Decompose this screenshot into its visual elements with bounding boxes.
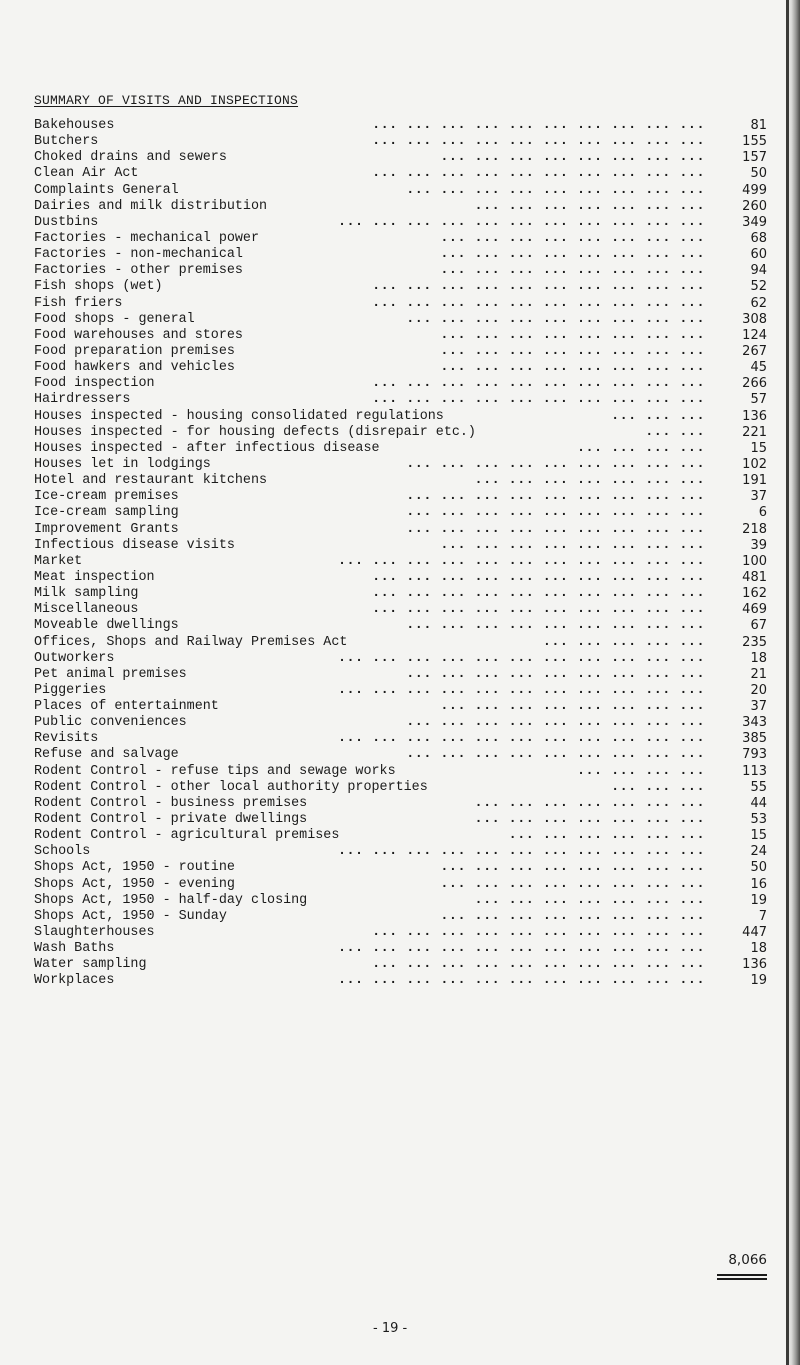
- row-value: 7: [758, 908, 767, 924]
- leader-dots: ... ... ... ... ... ... ... ... ...: [406, 489, 705, 505]
- row-label: Hotel and restaurant kitchens: [34, 473, 268, 489]
- table-row: [34, 457, 767, 473]
- table-row: [34, 941, 767, 957]
- row-value: 39: [750, 537, 767, 553]
- table-row: [34, 441, 767, 457]
- row-label: Rodent Control - refuse tips and sewage works: [34, 763, 396, 779]
- row-label: Schools: [34, 844, 91, 860]
- table-row: [34, 780, 767, 796]
- row-value: 94: [750, 263, 767, 279]
- row-label: Market: [34, 553, 83, 569]
- row-value: 162: [742, 586, 767, 602]
- row-label: Infectious disease visits: [34, 537, 235, 553]
- page-title: SUMMARY OF VISITS AND INSPECTIONS: [34, 93, 299, 108]
- table-row: [34, 893, 767, 909]
- row-value: 260: [742, 198, 767, 214]
- leader-dots: ... ... ... ... ... ... ... ... ... ...: [372, 602, 705, 618]
- leader-dots: ... ... ... ... ... ... ... ...: [440, 327, 705, 343]
- leader-dots: ... ... ... ... ... ... ... ... ... ...: [372, 118, 705, 133]
- table-row: [34, 376, 767, 392]
- leader-dots: ... ... ... ... ... ... ... ... ... ... ...: [337, 844, 705, 860]
- table-row: [34, 586, 767, 602]
- table-row: [34, 683, 767, 699]
- leader-dots: ... ... ... ... ... ... ... ... ...: [406, 182, 705, 198]
- table-row: [34, 925, 767, 941]
- row-value: 191: [742, 473, 767, 489]
- leader-dots: ... ... ... ... ... ... ... ... ... ... ...: [337, 941, 705, 957]
- table-row: [34, 973, 767, 989]
- table-row: [34, 796, 767, 812]
- leader-dots: ... ... ... ... ... ... ... ...: [440, 360, 705, 376]
- row-value: 18: [750, 941, 767, 957]
- leader-dots: ... ... ... ... ... ... ... ... ... ...: [372, 279, 705, 295]
- row-value: 124: [742, 327, 767, 343]
- table-row: [34, 667, 767, 683]
- leader-dots: ... ... ... ... ... ... ... ...: [440, 247, 705, 263]
- row-value: 37: [750, 489, 767, 505]
- row-label: Food inspection: [34, 376, 155, 392]
- row-label: Houses inspected - for housing defects (disrepair etc.): [34, 424, 476, 440]
- row-label: Food preparation premises: [34, 343, 235, 359]
- row-value: 53: [750, 812, 767, 828]
- row-label: Complaints General: [34, 182, 179, 198]
- table-row: [34, 409, 767, 425]
- leader-dots: ... ... ...: [611, 779, 705, 795]
- leader-dots: ... ... ... ... ... ... ... ...: [440, 876, 705, 892]
- total-double-underline-bottom: [717, 1278, 767, 1280]
- row-label: Food hawkers and vehicles: [34, 360, 235, 376]
- table-row: [34, 602, 767, 618]
- table-row: [34, 844, 767, 860]
- row-value: 218: [742, 521, 767, 537]
- table-row: [34, 183, 767, 199]
- row-label: Meat inspection: [34, 569, 155, 585]
- row-value: 113: [742, 763, 767, 779]
- table-row: [34, 522, 767, 538]
- row-label: Moveable dwellings: [34, 618, 179, 634]
- leader-dots: ... ... ... ... ... ... ... ... ...: [406, 618, 705, 634]
- table-row: [34, 134, 767, 150]
- leader-dots: ... ... ... ... ... ... ... ...: [440, 699, 705, 715]
- leader-dots: ... ... ... ... ... ... ... ...: [440, 537, 705, 553]
- leader-dots: ... ... ... ... ... ... ... ... ...: [406, 666, 705, 682]
- leader-dots: ... ... ... ... ... ... ... ... ... ...: [372, 166, 705, 182]
- row-label: Butchers: [34, 134, 99, 150]
- row-label: Wash Baths: [34, 941, 115, 957]
- row-label: Choked drains and sewers: [34, 150, 227, 166]
- row-label: Factories - other premises: [34, 263, 243, 279]
- row-label: Shops Act, 1950 - Sunday: [34, 908, 227, 924]
- table-row: [34, 909, 767, 925]
- table-row: [34, 166, 767, 182]
- row-value: 308: [742, 311, 767, 327]
- leader-dots: ... ... ... ... ... ... ... ... ... ... ...: [337, 553, 705, 569]
- row-value: 100: [742, 553, 767, 569]
- row-label: Food warehouses and stores: [34, 327, 243, 343]
- row-value: 24: [750, 844, 767, 860]
- table-row: [34, 764, 767, 780]
- leader-dots: ... ... ... ... ... ... ... ... ...: [406, 715, 705, 731]
- table-row: [34, 118, 767, 134]
- leader-dots: ... ... ... ... ... ... ...: [474, 812, 705, 828]
- row-label: Rodent Control - agricultural premises: [34, 828, 340, 844]
- table-row: [34, 731, 767, 747]
- row-label: Fish shops (wet): [34, 279, 163, 295]
- row-label: Dairies and milk distribution: [34, 198, 268, 214]
- row-label: Ice-cream premises: [34, 489, 179, 505]
- row-value: 19: [750, 892, 767, 908]
- leader-dots: ... ... ... ... ... ... ... ... ... ... ...: [337, 731, 705, 747]
- table-row: [34, 263, 767, 279]
- row-label: Food shops - general: [34, 311, 195, 327]
- row-label: Offices, Shops and Railway Premises Act: [34, 634, 348, 650]
- row-label: Outworkers: [34, 650, 115, 666]
- table-row: [34, 473, 767, 489]
- leader-dots: ... ... ... ... ... ... ... ... ... ...: [372, 295, 705, 311]
- row-value: 55: [750, 779, 767, 795]
- table-row: [34, 247, 767, 263]
- leader-dots: ... ... ... ... ... ... ... ... ... ...: [372, 134, 705, 150]
- row-label: Clean Air Act: [34, 166, 139, 182]
- leader-dots: ... ... ... ... ... ... ... ... ...: [406, 505, 705, 521]
- leader-dots: ... ... ...: [611, 408, 705, 424]
- row-label: Places of entertainment: [34, 699, 219, 715]
- row-value: 45: [750, 360, 767, 376]
- row-value: 37: [750, 699, 767, 715]
- inspection-table: [34, 118, 767, 990]
- leader-dots: ... ... ... ... ... ... ... ... ...: [406, 311, 705, 327]
- row-value: 267: [742, 343, 767, 359]
- row-label: Fish friers: [34, 295, 123, 311]
- table-row: [34, 538, 767, 554]
- row-label: Water sampling: [34, 957, 147, 973]
- row-label: Houses let in lodgings: [34, 456, 211, 472]
- leader-dots: ... ... ... ... ... ... ...: [474, 198, 705, 214]
- row-value: 155: [742, 134, 767, 150]
- table-row: [34, 312, 767, 328]
- row-value: 62: [750, 295, 767, 311]
- row-value: 266: [742, 376, 767, 392]
- row-value: 21: [750, 666, 767, 682]
- row-label: Bakehouses: [34, 118, 115, 133]
- row-value: 221: [742, 424, 767, 440]
- row-value: 52: [750, 279, 767, 295]
- row-value: 57: [750, 392, 767, 408]
- row-value: 50: [750, 860, 767, 876]
- total-double-underline-top: [717, 1274, 767, 1276]
- table-row: [34, 618, 767, 634]
- row-label: Public conveniences: [34, 715, 187, 731]
- table-row: [34, 150, 767, 166]
- leader-dots: ... ... ... ... ... ... ... ... ... ...: [372, 569, 705, 585]
- row-label: Rodent Control - business premises: [34, 795, 308, 811]
- row-label: Milk sampling: [34, 586, 139, 602]
- row-label: Houses inspected - after infectious disease: [34, 440, 380, 456]
- row-value: 499: [742, 182, 767, 198]
- row-value: 44: [750, 795, 767, 811]
- row-label: Shops Act, 1950 - evening: [34, 876, 235, 892]
- table-row: [34, 812, 767, 828]
- table-row: [34, 957, 767, 973]
- table-row: [34, 425, 767, 441]
- row-label: Piggeries: [34, 682, 107, 698]
- row-value: 19: [750, 973, 767, 989]
- table-row: [34, 747, 767, 763]
- leader-dots: ... ... ... ... ... ... ... ... ... ... ...: [337, 214, 705, 230]
- leader-dots: ... ... ... ... ... ... ...: [474, 473, 705, 489]
- table-row: [34, 199, 767, 215]
- row-value: 349: [742, 214, 767, 230]
- table-row: [34, 505, 767, 521]
- row-value: 18: [750, 650, 767, 666]
- page-edge-line: [786, 0, 789, 1365]
- table-row: [34, 635, 767, 651]
- row-value: 67: [750, 618, 767, 634]
- leader-dots: ... ... ... ... ... ... ... ... ...: [406, 521, 705, 537]
- leader-dots: ... ... ... ... ... ... ... ... ... ... ...: [337, 650, 705, 666]
- row-label: Houses inspected - housing consolidated regulations: [34, 408, 444, 424]
- row-value: 136: [742, 408, 767, 424]
- row-value: 343: [742, 715, 767, 731]
- row-value: 15: [750, 440, 767, 456]
- row-label: Pet animal premises: [34, 666, 187, 682]
- table-row: [34, 570, 767, 586]
- leader-dots: ... ... ... ... ...: [542, 634, 705, 650]
- leader-dots: ... ... ... ... ... ... ... ...: [440, 150, 705, 166]
- leader-dots: ... ... ... ... ... ... ... ... ... ...: [372, 376, 705, 392]
- row-label: Hairdressers: [34, 392, 131, 408]
- table-row: [34, 554, 767, 570]
- leader-dots: ... ... ... ... ... ... ... ... ... ...: [372, 925, 705, 941]
- row-label: Shops Act, 1950 - routine: [34, 860, 235, 876]
- leader-dots: ... ... ... ... ... ... ... ... ... ... ...: [337, 973, 705, 989]
- table-row: [34, 489, 767, 505]
- row-value: 15: [750, 828, 767, 844]
- row-value: 385: [742, 731, 767, 747]
- row-label: Rodent Control - other local authority properties: [34, 779, 428, 795]
- row-label: Factories - mechanical power: [34, 230, 259, 246]
- leader-dots: ... ... ... ...: [576, 763, 705, 779]
- leader-dots: ... ... ... ... ... ... ... ...: [440, 263, 705, 279]
- leader-dots: ... ... ... ... ... ... ... ... ...: [406, 747, 705, 763]
- row-value: 20: [750, 682, 767, 698]
- table-row: [34, 360, 767, 376]
- table-row: [34, 392, 767, 408]
- row-label: Improvement Grants: [34, 521, 179, 537]
- table-row: [34, 877, 767, 893]
- leader-dots: ... ... ... ...: [576, 440, 705, 456]
- row-value: 6: [758, 505, 767, 521]
- row-label: Revisits: [34, 731, 99, 747]
- leader-dots: ... ... ... ... ... ... ... ... ... ...: [372, 586, 705, 602]
- leader-dots: ... ... ... ... ... ... ... ...: [440, 860, 705, 876]
- row-label: Shops Act, 1950 - half-day closing: [34, 892, 308, 908]
- row-label: Workplaces: [34, 973, 115, 989]
- page-number: - 19 -: [373, 1321, 408, 1336]
- grand-total: 8,066: [728, 1252, 767, 1268]
- leader-dots: ... ... ... ... ... ... ...: [474, 795, 705, 811]
- row-label: Miscellaneous: [34, 602, 139, 618]
- table-row: [34, 344, 767, 360]
- leader-dots: ... ...: [645, 424, 705, 440]
- row-label: Slaughterhouses: [34, 925, 155, 941]
- row-value: 50: [750, 166, 767, 182]
- row-value: 481: [742, 569, 767, 585]
- row-label: Refuse and salvage: [34, 747, 179, 763]
- table-row: [34, 860, 767, 876]
- row-label: Ice-cream sampling: [34, 505, 179, 521]
- row-value: 68: [750, 230, 767, 246]
- leader-dots: ... ... ... ... ... ... ... ...: [440, 343, 705, 359]
- row-value: 136: [742, 957, 767, 973]
- row-value: 235: [742, 634, 767, 650]
- table-row: [34, 279, 767, 295]
- leader-dots: ... ... ... ... ... ... ...: [474, 892, 705, 908]
- table-row: [34, 296, 767, 312]
- row-value: 447: [742, 925, 767, 941]
- row-label: Dustbins: [34, 214, 99, 230]
- row-label: Rodent Control - private dwellings: [34, 812, 308, 828]
- row-label: Factories - non-mechanical: [34, 247, 243, 263]
- leader-dots: ... ... ... ... ... ... ... ... ... ...: [372, 957, 705, 973]
- leader-dots: ... ... ... ... ... ... ... ...: [440, 908, 705, 924]
- leader-dots: ... ... ... ... ... ... ... ... ... ... ...: [337, 682, 705, 698]
- row-value: 102: [742, 456, 767, 472]
- row-value: 793: [742, 747, 767, 763]
- leader-dots: ... ... ... ... ... ...: [508, 828, 705, 844]
- table-row: [34, 699, 767, 715]
- leader-dots: ... ... ... ... ... ... ... ...: [440, 230, 705, 246]
- row-value: 16: [750, 876, 767, 892]
- row-value: 60: [750, 247, 767, 263]
- table-row: [34, 828, 767, 844]
- row-value: 157: [742, 150, 767, 166]
- table-row: [34, 715, 767, 731]
- row-value: 469: [742, 602, 767, 618]
- table-row: [34, 651, 767, 667]
- table-row: [34, 215, 767, 231]
- leader-dots: ... ... ... ... ... ... ... ... ...: [406, 456, 705, 472]
- row-value: 81: [750, 118, 767, 133]
- table-row: [34, 328, 767, 344]
- leader-dots: ... ... ... ... ... ... ... ... ... ...: [372, 392, 705, 408]
- table-row: [34, 231, 767, 247]
